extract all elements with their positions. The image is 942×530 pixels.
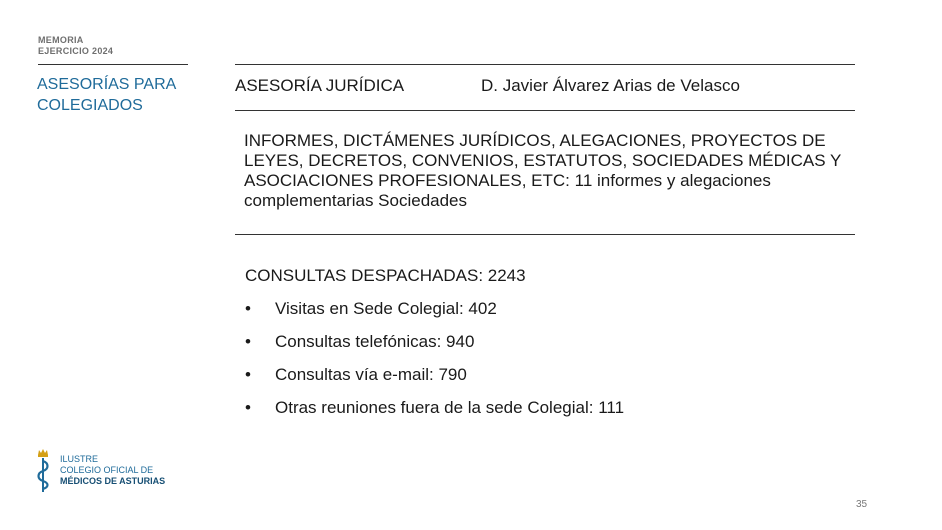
section-title [37, 74, 207, 116]
list-item-label: Consultas vía e-mail: 790 [275, 365, 467, 384]
report-header [38, 35, 113, 57]
logo-text [60, 454, 165, 487]
logo-line2: COLEGIO OFICIAL DE [60, 464, 154, 475]
list-item-label: Visitas en Sede Colegial: 402 [275, 299, 497, 318]
bottom-divider [235, 234, 855, 235]
consultas-list [245, 299, 624, 431]
asesoria-label: ASESORÍA JURÍDICA [235, 76, 405, 95]
list-item-label: Consultas telefónicas: 940 [275, 332, 475, 351]
bullet-icon: • [245, 365, 251, 384]
report-title: MEMORIA [38, 35, 84, 45]
list-item [245, 365, 624, 398]
left-divider [38, 64, 188, 65]
report-year: EJERCICIO 2024 [38, 46, 114, 56]
asesor-name: D. Javier Álvarez Arias de Velasco [481, 76, 740, 95]
list-item [245, 299, 624, 332]
bullet-icon: • [245, 332, 251, 351]
list-item [245, 332, 624, 365]
top-divider [235, 64, 855, 65]
list-item [245, 398, 624, 431]
bullet-icon: • [245, 299, 251, 318]
bullet-icon: • [245, 398, 251, 417]
section-title-line2: COLEGIADOS [37, 97, 143, 114]
logo-line3: MÉDICOS DE ASTURIAS [60, 475, 166, 486]
consultas-title: CONSULTAS DESPACHADAS: 2243 [245, 266, 526, 285]
college-logo [36, 447, 165, 493]
emblem-icon [36, 447, 50, 493]
logo-line1: ILUSTRE [60, 453, 99, 464]
page-number: 35 [856, 499, 868, 510]
informes-text: INFORMES, DICTÁMENES JURÍDICOS, ALEGACIONES, PROYECTOS DE LEYES, DECRETOS, CONVENIOS, ESTATUTOS, SOCIEDADES MÉDICAS Y ASOCIACIONES PROFESIONALES, ETC: 11 informes y alegaciones complementarias Sociedades [244, 131, 842, 210]
middle-divider [235, 110, 855, 111]
section-title-line1: ASESORÍAS PARA [37, 76, 177, 93]
list-item-label: Otras reuniones fuera de la sede Colegial: 111 [275, 398, 625, 417]
